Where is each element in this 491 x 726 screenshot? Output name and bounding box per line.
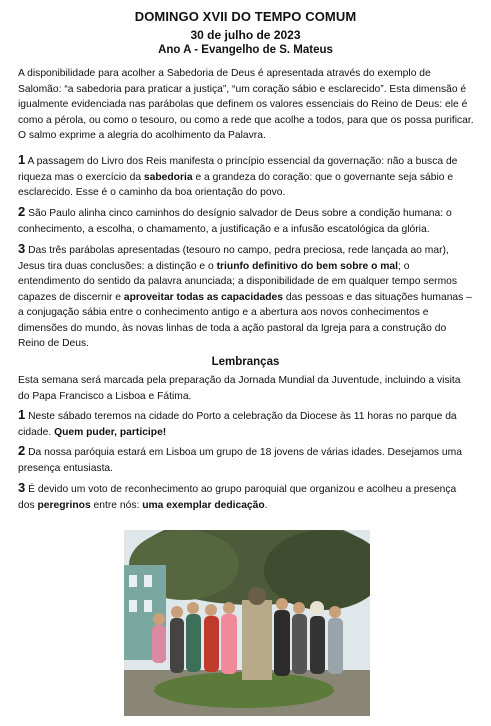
point-number: 3 [18, 480, 26, 495]
point-2 [18, 204, 474, 237]
point-text: das pessoas e das situações humanas – a conjugação sábia entre o conhecimento antigo e a abertura aos novos conhecimentos e dimensões do mundo, às novas linhas de toda a ação pastoral da Igreja para a construção do Reino de Deus. [18, 291, 472, 349]
page-title: DOMINGO XVII DO TEMPO COMUM [134, 9, 357, 24]
point-bold: Quem puder, participe! [54, 426, 167, 438]
intro-paragraph: A disponibilidade para acolher a Sabedoria de Deus é apresentada através do exemplo de Salomão: “a sabedoria para praticar a justiça”, “um coração sábio e esclarecido”. Esta dimensão é igualmente evidenciada nas parábolas que definem os valores essenciais do Reino de Deus: ele é como a pérola, ou como o tesouro, ou como a rede que acolhe a todos, para que os possa purificar. O salmo exprime a alegria do acolhimento da Palavra. [18, 68, 474, 141]
section-heading-lembrancas: Lembranças [211, 356, 280, 368]
point-bold: sabedoria [143, 171, 193, 183]
point-bold: triunfo definitivo do bem sobre o mal [216, 260, 398, 272]
group-photo [124, 530, 370, 716]
lembrancas-intro: Esta semana será marcada pela preparação da Jornada Mundial da Juventude, incluindo a visita do Papa Francisco a Lisboa e Fátima. [18, 375, 461, 402]
lembranca-2 [18, 443, 474, 476]
point-text: e a grandeza do coração: que o governante seja sábio e esclarecido. Esse é o caminho da boa orientação do povo. [18, 171, 454, 198]
point-text: É devido um voto de reconhecimento ao grupo paroquial que organizou e acolheu a presença dos [18, 484, 457, 511]
point-number: 2 [18, 204, 26, 219]
point-number: 1 [18, 407, 26, 422]
point-bold: peregrinos [37, 499, 91, 511]
point-text: Das três parábolas apresentadas (tesouro no campo, pedra preciosa, rede lançada ao mar), Jesus tira duas conclusões: a distinção e o [18, 245, 449, 272]
page-subtitle: Ano A - Evangelho de S. Mateus [158, 44, 333, 56]
point-3 [18, 241, 474, 352]
point-text: Neste sábado teremos na cidade do Porto a celebração da Diocese às 11 horas no parque da cidade. [18, 411, 457, 438]
point-text: . [264, 499, 268, 511]
point-text: Da nossa paróquia estará em Lisboa um grupo de 18 jovens de várias idades. Desejamos uma presença entusiasta. [18, 447, 462, 474]
lembranca-3 [18, 480, 474, 513]
point-text: entre nós: [90, 499, 143, 511]
point-text: ; o entendimento do sentido da palavra anunciada; a disponibilidade de em qualquer tempo sermos capazes de discernir e [18, 260, 458, 303]
page-date: 30 de julho de 2023 [190, 28, 301, 42]
point-bold: aproveitar todas as capacidades [123, 291, 283, 303]
lembranca-1 [18, 407, 474, 440]
point-number: 2 [18, 443, 26, 458]
point-text: A passagem do Livro dos Reis manifesta o princípio essencial da governação: não a busca de riqueza mas o exercício da [18, 156, 458, 183]
point-1 [18, 152, 474, 201]
point-number: 1 [18, 152, 26, 167]
group-photo-illustration [124, 530, 370, 716]
point-text: São Paulo alinha cinco caminhos do desígnio salvador de Deus sobre a condição humana: o conhecimento, a escolha, o chamamento, a justificação e a infusão escatológica da glória. [18, 208, 452, 235]
point-bold: uma exemplar dedicação [142, 499, 265, 511]
point-number: 3 [18, 241, 26, 256]
